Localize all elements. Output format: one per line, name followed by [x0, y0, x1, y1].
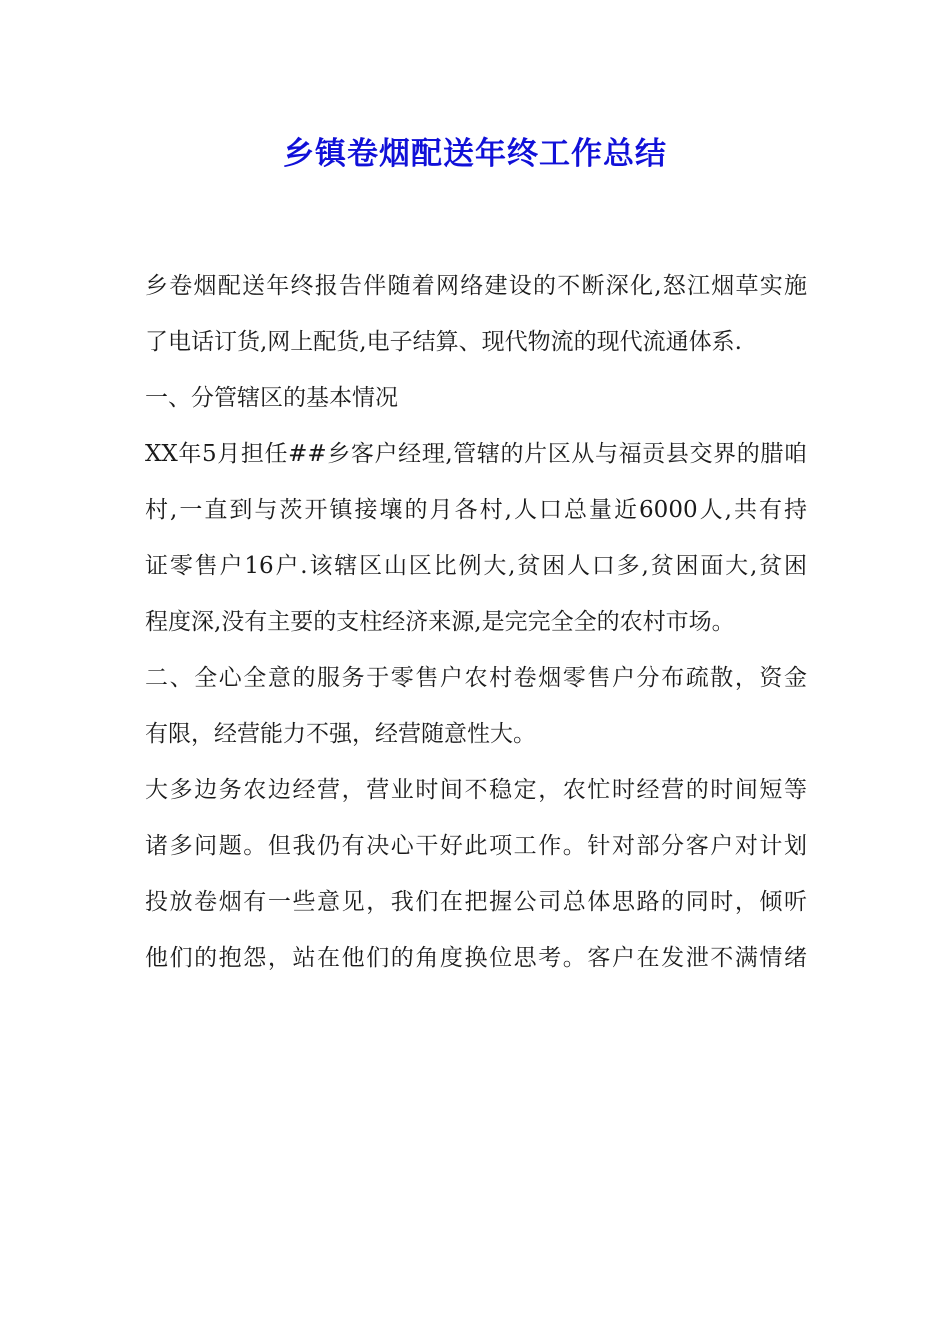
paragraph-1-line-2: 了电话订货,网上配货,电子结算、现代物流的现代流通体系. [145, 329, 742, 355]
paragraph-3-line-3: 证零售户16户.该辖区山区比例大,贫困人口多,贫困面大,贫困 [145, 553, 807, 579]
paragraph-3-line-2: 村,一直到与茨开镇接壤的月各村,人口总量近6000人,共有持 [145, 497, 807, 523]
section-heading-2-line-2: 有限，经营能力不强，经营随意性大。 [145, 721, 536, 747]
paragraph-3-line-1: XX年5月担任##乡客户经理,管辖的片区从与福贡县交界的腊咱 [145, 441, 807, 467]
paragraph-5-line-3: 投放卷烟有一些意见，我们在把握公司总体思路的同时，倾听 [145, 889, 807, 915]
paragraph-5-line-1: 大多边务农边经营，营业时间不稳定，农忙时经营的时间短等 [145, 777, 807, 803]
paragraph-3-line-4: 程度深,没有主要的支柱经济来源,是完完全全的农村市场。 [145, 609, 735, 635]
paragraph-5-line-2: 诸多问题。但我仍有决心干好此项工作。针对部分客户对计划 [145, 833, 807, 859]
section-heading-1: 一、分管辖区的基本情况 [145, 385, 398, 411]
section-heading-2-line-1: 二、全心全意的服务于零售户农村卷烟零售户分布疏散，资金 [145, 665, 807, 691]
document-title: 乡镇卷烟配送年终工作总结 [283, 136, 667, 172]
document-body [145, 258, 807, 986]
paragraph-5-line-4: 他们的抱怨，站在他们的角度换位思考。客户在发泄不满情绪 [145, 945, 807, 971]
paragraph-1-line-1: 乡卷烟配送年终报告伴随着网络建设的不断深化,怒江烟草实施 [145, 273, 807, 299]
